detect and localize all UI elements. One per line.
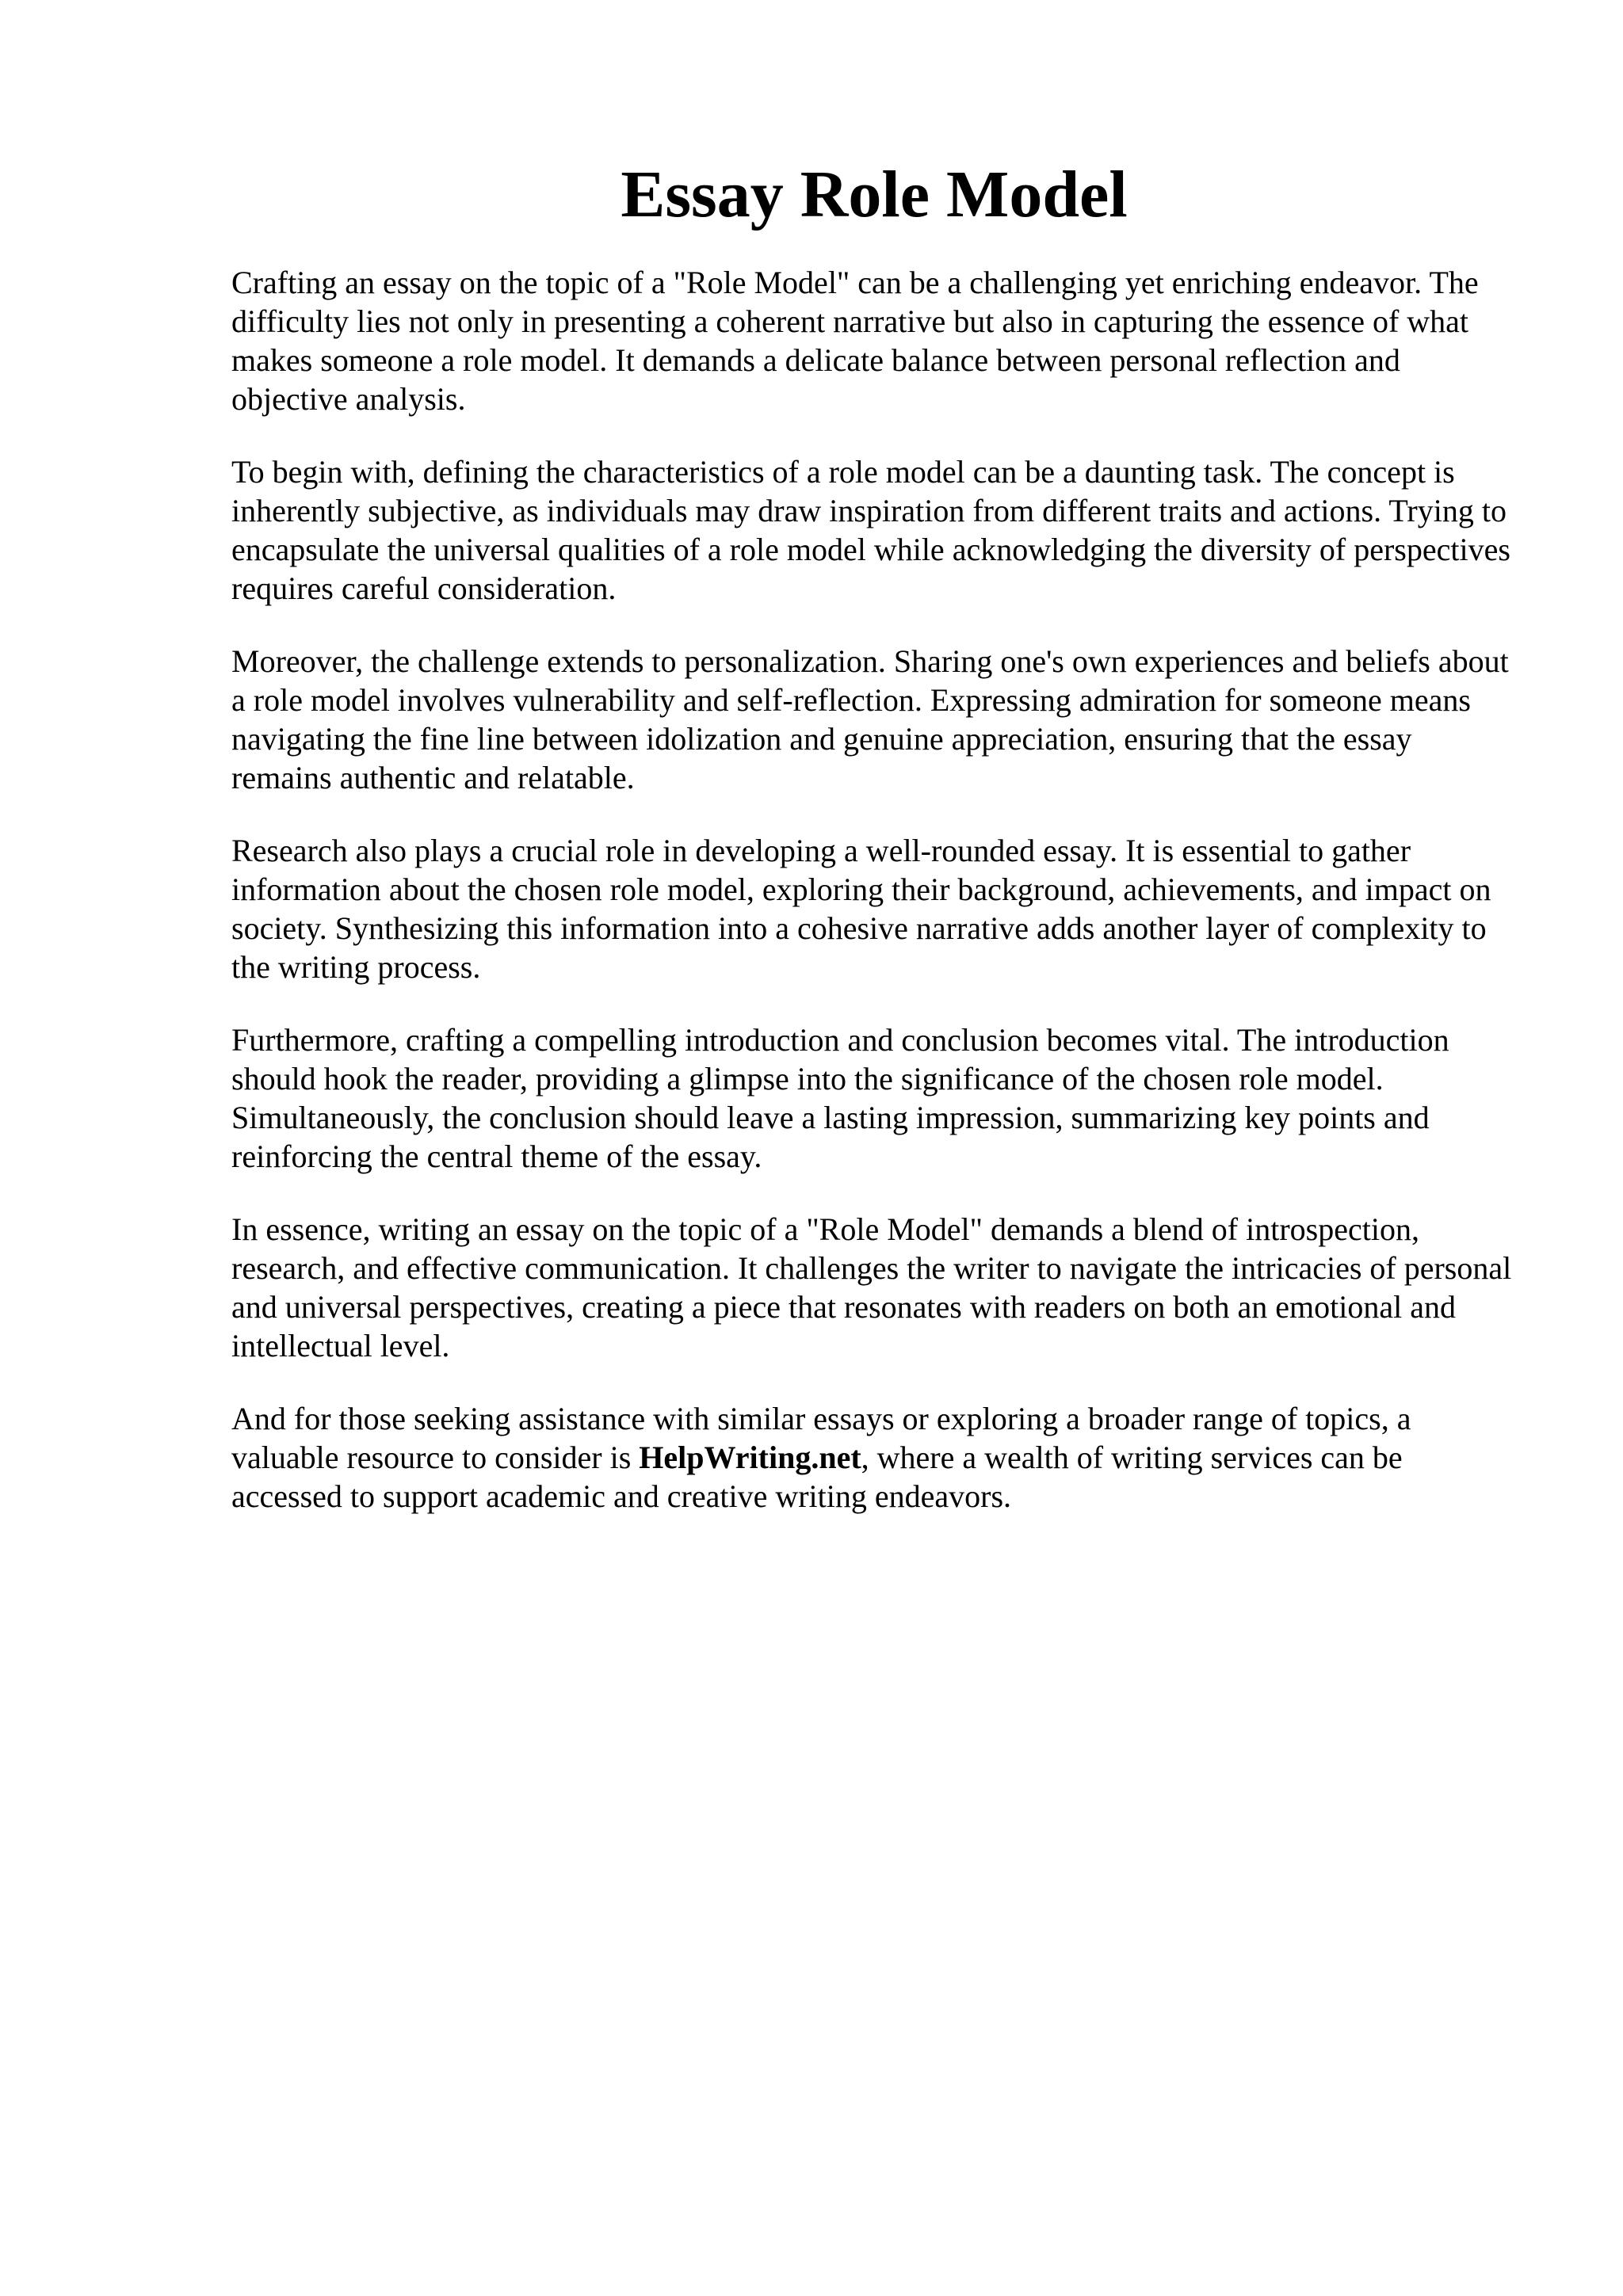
paragraph-3: Moreover, the challenge extends to personalization. Sharing one's own experiences and beliefs about a role model involves vulnerability and self-reflection. Expressing admiration for someone means navigating the fine line between idolization and genuine appreciation, ensuring that the essay remains authentic and relatable. xyxy=(231,643,1509,795)
paragraph-1: Crafting an essay on the topic of a "Role Model" can be a challenging yet enriching endeavor. The difficulty lies not only in presenting a coherent narrative but also in capturing the essence of what makes someone a role model. It demands a delicate balance between personal reflection and objective analysis. xyxy=(231,265,1479,417)
paragraph-4: Research also plays a crucial role in developing a well-rounded essay. It is essential to gather information about the chosen role model, exploring their background, achievements, and impact on society. Synthesizing this information into a cohesive narrative adds another layer of complexity to the writing process. xyxy=(231,833,1491,985)
document-body xyxy=(231,263,1515,1550)
closing-text-after: , where a wealth of writing services can be accessed to support academic and creative writing endeavors. xyxy=(231,1440,1403,1514)
paragraph-5: Furthermore, crafting a compelling introduction and conclusion becomes vital. The introduction should hook the reader, providing a glimpse into the significance of the chosen role model. Simultaneously, the conclusion should leave a lasting impression, summarizing key points and reinforcing the central theme of the essay. xyxy=(231,1022,1449,1174)
document-title: Essay Role Model xyxy=(621,158,1128,231)
paragraph-2: To begin with, defining the characteristics of a role model can be a daunting task. The concept is inherently subjective, as individuals may draw inspiration from different traits and actions. Trying to encapsulate the universal qualities of a role model while acknowledging the diversity of perspectives requires careful consideration. xyxy=(231,454,1510,606)
paragraph-closing xyxy=(231,1399,1515,1516)
paragraph-6: In essence, writing an essay on the topic of a "Role Model" demands a blend of introspection, research, and effective communication. It challenges the writer to navigate the intricacies of personal and universal perspectives, creating a piece that resonates with readers on both an emotional and intellectual level. xyxy=(231,1211,1512,1363)
closing-text-before: And for those seeking assistance with similar essays or exploring a broader range of topics, a valuable resource to consider is xyxy=(231,1401,1411,1475)
helpwriting-link[interactable]: HelpWriting.net xyxy=(639,1440,861,1475)
